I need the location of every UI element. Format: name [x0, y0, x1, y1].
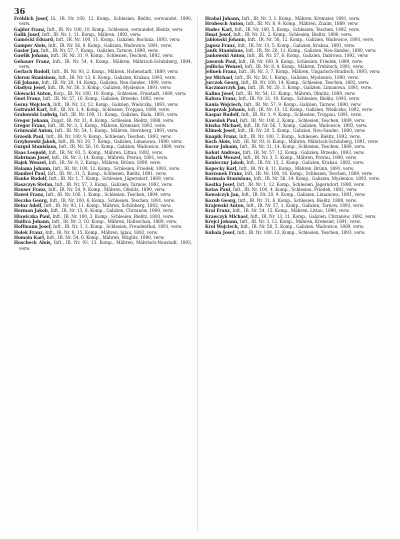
entry-details: Inft., IR. Nr. 57, 3. Komp., Galizien, Tarnow, 1892, verw. [55, 182, 173, 188]
entry-name: Kaczmarczyk Jan, [205, 86, 247, 92]
entry-name: Kaluza Franz, [205, 97, 238, 103]
entry-details: Inft., IR. Nr. 31, 10. Komp., Schlesien, Bielitz, 1893, verw. [238, 97, 361, 103]
entry-details: Inft., IR. Nr. 20, 5. Komp., Galizien, Neu-Sandec, 1890, verw. [237, 129, 366, 135]
entry-details: Inft., IR. Nr. 93, 2. Komp., Mähren, Hohenstadt, 1889, verw. [51, 70, 179, 76]
entry-name: Gorny Wojciech, [14, 102, 52, 108]
entry-details: Inft., IR. Nr. 1, 9. Komp., Schlesien, Troppau, 1891, verw. [241, 113, 362, 119]
entry-name: Konieczny Jakob, [205, 161, 246, 167]
entry-details: Inft., IR. Nr. 20, 14. Komp., Galizien, Neu-Sandec, 1890, verw. [41, 81, 173, 87]
entry-name: Grzesik Paul, [14, 134, 45, 140]
entry-details: Inft., IR. Nr. 8, 15. Komp., Mähren, Iglau, 1892, verw. [45, 230, 159, 236]
entry-details: Inft., IR. Nr. 56, 14. Komp., Galizien, Myslenice, 1893, verw. [253, 177, 381, 183]
entry-name: Kosmala Stanislaus, [205, 177, 253, 183]
entry-details: Inft., IR. Nr. 100, 8. Komp., Schlesien, Friedek, 1889, verw. [238, 59, 363, 65]
entry-details: Inft., IR. Nr. 100, 6. Komp., Schlesien, Teschen, 1891, verw. [49, 198, 176, 204]
entry-details: Inft., IR. Nr. 8, 2. Komp., Mähren, Brünn, 1890, verw. [48, 161, 162, 167]
entry-name: Hawel Franz, [14, 193, 45, 199]
entry-name: Kawulok Paul, [205, 118, 239, 124]
entry-name: Kohut Andreas, [205, 150, 242, 156]
entry-details: Inft., IR. Nr. 100, 9. Komp., Schlesien, Teschen, 1893, verw. [46, 134, 172, 140]
entry-name: Jurczok Georg, [205, 81, 240, 87]
entry-details: Inft., IR. Nr. 93, 11. Komp., Mähren, Schönberg, 1892, verw. [43, 204, 172, 210]
entry-name: Klimek Josef, [205, 129, 237, 135]
entry-details: Inft., IR. Nr. 13, 15. Komp., Galizien, Wieliczka, 1892, verw. [247, 107, 373, 113]
entry-name: Jablonski Johann, [205, 38, 247, 44]
entry-name: Hauser Franz, [14, 188, 47, 193]
entry-details: Inft., IR. Nr. 1, 2. Komp., Schlesien, Freudenthal, 1891, verw. [53, 225, 183, 231]
list-entry [205, 231, 383, 236]
entry-details: Inft., IR. Nr. 56, 7. Komp., Galizien, Wadowice, 1893, verw. [243, 123, 368, 129]
entry-name: Haszczyn Stefan, [14, 182, 54, 188]
entry-name: Gieron Stanislaus, [14, 75, 57, 81]
entry-details: Inft., IR. Nr. 20, 9. Komp., Galizien, Limanowa, 1891, verw. [241, 193, 366, 199]
entry-name: Krol Wojciech, [205, 225, 240, 231]
entry-name: Jedlicka Wenzel, [205, 65, 244, 71]
entry-name: Hudec Karl, [205, 27, 234, 33]
entry-details: Inft., IR. Nr. 100, 4. Komp., Schlesien, Friedek, 1892, verw. [232, 188, 358, 193]
entry-details: Inft., IR. Nr. 54, 6. Komp., Mähren, Müglitz, 1890, verw. [46, 236, 165, 242]
entry-name: Kostka Josef, [205, 182, 236, 188]
entry-name: Hrubesch Anton, [205, 22, 245, 28]
entry-details: Inft., IR. Nr. 54, 15. Komp., Mähren, Littau, 1890, verw. [232, 209, 350, 215]
entry-details: Inft., IR. Nr. 100, 12. Komp., Schlesien, Friedek, 1893, verw. [52, 166, 181, 172]
entry-details: Inft., IR. Nr. 8, 9. Komp., Mähren, Znaim, 1889, verw. [245, 22, 359, 28]
entry-details: Inft., IR. Nr. 20, 3. Komp., Galizien, Limanowa, 1891, verw. [247, 86, 373, 92]
entry-name: Haas Leopold, [14, 150, 48, 156]
entry-details: Inft., IR. Nr. 1, 12. Komp., Schlesien, Jägerndorf, 1890, verw. [236, 182, 365, 188]
entry-name: Galik Josef, [14, 33, 41, 39]
entry-name: Holek Franz, [14, 230, 44, 236]
entry-name: Hajek Wenzel, [14, 161, 48, 167]
entry-name: Knapik Franz, [205, 134, 238, 140]
entry-name: Kalina Josef, [205, 91, 235, 97]
entry-name: Krajewski Anton, [205, 204, 245, 210]
entry-name: Hoscheck Alois, [14, 241, 52, 247]
entry-details: Inft., IR. Nr. 57, 1. Komp., Galizien, Tarnow, 1893, verw. [246, 204, 365, 210]
entry-details: Inft., IR. Nr. 93, 13. Komp., Mähren, Mährisch-Neustadt, 1893, verw. [19, 241, 192, 252]
entry-details: Inft., IR. Nr. 3, 12. Komp., Mähren, Kremsier, 1891, verw. [239, 220, 361, 226]
entry-name: Kral Franz, [205, 209, 232, 215]
entry-details: Inft., IR. Nr. 20, 11. Komp., Galizien, Neu-Sandec, 1890, verw. [245, 49, 377, 55]
entry-details: Inft., IR. Nr. 93, 5. Komp., Mähren, Littau, 1892, verw. [48, 150, 164, 156]
entry-name: Gottwald Karl, [14, 107, 48, 113]
entry-details: Inft., IR. Nr. 13, 12. Komp., Galizien, Wieliczka, 1893, verw. [53, 102, 179, 108]
entry-details: Inft., IR. Nr. 57, 7. Komp., Galizien, Tarnow, 1890, verw. [41, 49, 159, 55]
entry-details: Inft., IR. Nr. 54, 12. Komp., Mähren, Olmütz, 1889, verw. [235, 91, 356, 97]
right-column [205, 17, 383, 236]
entry-details: Inft., IR. Nr. 57, 9. Komp., Galizien, Tarnow, 1890, verw. [243, 102, 362, 108]
list-entry [14, 60, 192, 71]
entry-name: Gregor Franz, [14, 123, 47, 129]
entry-name: Handzel Paul, [14, 171, 47, 177]
entry-name: Gladysz Josef, [14, 86, 47, 92]
entry-name: Glowacki Anton, [14, 91, 53, 97]
entry-name: Greger Johann, [14, 118, 50, 124]
entry-name: Hoffmann Josef, [14, 225, 52, 231]
entry-name: Hlawiczka Paul, [14, 214, 52, 220]
entry-details: Inft., IR. Nr. 31, 5. Komp., Schlesien, Bielitz, 1891, verw. [47, 171, 167, 177]
entry-name: Homola Karl, [14, 236, 46, 242]
entry-details: Inft., IR. Nr. 1, 11. Komp., Mähren, 1892, verw. [41, 33, 142, 39]
left-column [14, 17, 192, 252]
entry-name: Habrman Josef, [14, 155, 51, 161]
entry-name: Gil Johann, [14, 81, 41, 87]
entry-name: Gamper Alois, [14, 43, 47, 49]
entry-name: Fröhlich Josef, [14, 17, 49, 22]
entry-details: Inft., IR. Nr. 56, 5. Komp., Galizien, Wadowice, 1889, verw. [240, 225, 365, 231]
entry-details: Inft., IR. Nr. 3, 3. Komp., Mähren, Kremsier, 1892, verw. [47, 123, 167, 129]
entry-details: Inft., IR. Nr. 3, 1. Komp., Mähren, Kremsier, 1891, verw. [241, 17, 361, 22]
entry-name: Halama Johann, [14, 166, 52, 172]
entry-name: Gerlach Rudolf, [14, 70, 51, 76]
entry-name: Kotas Paul, [205, 188, 232, 193]
entry-name: Kolarik Wenzel, [205, 155, 242, 161]
entry-details: Inft., IR. Nr. 13, 5. Komp., Galizien, Krakau, 1891, verw. [237, 43, 356, 49]
entry-name: Jez Michael, [205, 75, 234, 81]
entry-details: Inft., IR. Nr. 13, 2. Komp., Galizien, Krakau, 1892, verw. [246, 161, 365, 167]
list-entry [14, 241, 192, 252]
entry-details: Inft., IR. Nr. 56, 8. Komp., Galizien, Wadowice, 1891, verw. [48, 43, 172, 49]
entry-details: Inft., IR. Nr. 8, 4. Komp., Mähren, Trebitsch, 1891, verw. [244, 65, 365, 71]
entry-name: Gamócki Eduard, [14, 38, 55, 44]
entry-details: Inft., IR. Nr. 100, 14. Komp., Schlesien, Teschen, 1892, verw. [241, 81, 370, 87]
entry-name: Grabowski Ludwig, [14, 113, 59, 119]
entry-details: Inft., IR. Nr. 100, 13. Komp., Schlesien, Teschen, 1893, verw. [237, 230, 366, 236]
entry-name: Kania Wojciech, [205, 102, 243, 108]
entry-details: Inft., IR. Nr. 100, 2. Komp., Schlesien, Teschen, 1889, verw. [239, 118, 366, 124]
entry-details: Inft., IR. Nr. 56, 12. Komp., Galizien, Wadowice, 1893, verw. [247, 38, 374, 44]
entry-name: Ihnat Josef, [205, 33, 232, 39]
entry-details: Inft., IR. Nr. 3, 5. Komp., Mähren, Prerau, 1890, verw. [243, 155, 357, 161]
entry-name: Gajdor Franz, [14, 27, 46, 33]
entry-details: Inft., IR. Nr. 56, 1. Komp., Galizien, Myslenice, 1890, verw. [234, 75, 359, 81]
entry-details: Inft., IR. Nr. 13, 6. Komp., Galizien, Krakau, 1893, verw. [58, 75, 177, 81]
entry-details: Inft., IR. Nr. 100, 16. Komp., Schlesien, Teschen, 1889, verw. [244, 171, 373, 177]
entry-name: Kaspar Rudolf, [205, 113, 240, 119]
entry-details: Inft., IR. Nr. 57, 6. Komp., Galizien, Dabrowa, 1892, verw. [247, 54, 369, 60]
entry-details: Inft., IR. Nr. 3, 10. Komp., Mähren, Holleschau, 1889, verw. [51, 220, 178, 226]
entry-details: Inft., IR. Nr. 57, 12. Komp., Galizien, Brzesko, 1893, verw. [242, 150, 365, 156]
entry-details: Inft., IR. Nr. 3, 14. Komp., Mähren, Prerau, 1891, verw. [51, 155, 169, 161]
entry-name: Kasprzak Johann, [205, 107, 247, 113]
entry-details: Inft., IR. Nr. 54, 4. Komp., Mähren, Mährisch-Schönberg, 1894, verw. [19, 59, 192, 71]
entry-details: Inft., IR. Nr. 31, 2. Komp., Schlesien, Bielitz, 1890, verw. [233, 33, 353, 39]
entry-name: Hanke Rudolf, [14, 177, 48, 183]
entry-name: Gurgul Stanislaus, [14, 145, 58, 151]
entry-details: Inft., IR. Nr. 3, 7. Komp., Mähren, Ungarisch-Hradisch, 1893, verw. [238, 70, 381, 76]
entry-name: Gnot Franz, [14, 97, 42, 103]
entry-name: Hrabal Johann, [205, 17, 241, 22]
entry-details: Inft., IR. Nr. 100, 11. Komp., Galizien, Biala, 1891, verw. [59, 113, 179, 119]
entry-details: Inft., IR. Nr. 31, 6. Komp., Schlesien, Bielitz, 1889, verw. [237, 198, 357, 204]
page-number: 36 [14, 6, 26, 16]
entry-details: Inft., IR. Nr. 1, 7. Komp., Schlesien, Jägerndorf, 1889, verw. [48, 177, 175, 183]
entry-details: Inft., IR. Nr. 100, 5. Komp., Schlesien, Teschen, 1892, verw. [234, 27, 360, 33]
entry-details: Inft., IR. Nr. 93, 8. Komp., Mähren, Mährisch-Schönberg, 1891, verw. [232, 139, 379, 145]
entry-name: Hnilica Johann, [14, 220, 51, 226]
entry-details: Inft., IR. Nr. 13, 11. Komp., Galizien, Chrzanów, 1892, verw. [250, 214, 377, 220]
entry-details: Inft., IR. Nr. 56, 3. Komp., Galizien, Myslenice, 1891, verw. [47, 86, 172, 92]
entry-details: Zugsf., IR. Nr. 31, 8. Komp., Schlesien, Bielitz, 1888, verw. [50, 118, 175, 124]
entry-name: Kocur Johann, [205, 145, 239, 151]
entry-details: Inft., IR. Nr. 100, 3. Komp., Schlesien, Bielitz, 1893, verw. [52, 214, 175, 220]
entry-name: Heczko Georg, [14, 198, 49, 204]
entry-name: Kowalczyk Jan, [205, 193, 240, 199]
entry-name: Janik Stanislaus, [205, 49, 245, 55]
entry-details: Inft., IR. Nr. 100, 11. Komp., Galizien, Bochnia, 1893, verw. [55, 38, 181, 44]
entry-name: Korzonek Franz, [205, 171, 244, 177]
entry-details: Inft., IR. Nr. 100, 10. Komp., Schlesien, verwundet, Bielitz, verw. [47, 27, 184, 33]
entry-details: Inft., IR. Nr. 56, 10. Komp., Galizien, Wadowice, 1889, verw. [58, 145, 186, 151]
entry-name: Heinz Adolf, [14, 204, 43, 210]
entry-details: Inft., IR. Nr. 8, 11. Komp., Mähren, Brünn, 1891, verw. [239, 166, 355, 172]
entry-name: Herman Jakob, [14, 209, 50, 215]
entry-name: Jankowski Anton, [205, 54, 246, 60]
entry-details: Inft., IR. Nr. 31, 9. Komp., Schlesien, Teschen, 1892, verw. [50, 54, 174, 60]
entry-name: Kiszka Michael, [205, 123, 243, 129]
entry-name: Jelinek Franz, [205, 70, 238, 76]
entry-name: Gawlik Johann, [14, 54, 50, 60]
entry-name: Grzybowski Jakob, [14, 139, 57, 145]
entry-details: Inft., IR. Nr. 20, 7. Komp., Galizien, Limanowa, 1890, verw. [58, 139, 183, 145]
entry-name: Gasior Jan, [14, 49, 40, 55]
list-entry [14, 17, 192, 28]
entry-name: Krawczyk Michael, [205, 214, 249, 220]
entry-name: Jaworek Paul, [205, 59, 237, 65]
entry-details: Inft., IR. Nr. 13, 8. Komp., Galizien, Chrzanów, 1890, verw. [50, 209, 174, 215]
entry-name: Koch Alois, [205, 139, 232, 145]
entry-details: Inft., IR. Nr. 57, 16. Komp., Galizien, Brzesko, 1892, verw. [42, 97, 165, 103]
entry-details: Inft., IR. Nr. 54, 1. Komp., Mähren, Sternberg, 1891, verw. [54, 129, 179, 135]
entry-name: Krejci Johann, [205, 220, 239, 226]
entry-details: Inft., IR. Nr. 31, 14. Komp., Schlesien, Teschen, 1889, verw. [239, 145, 366, 151]
entry-name: Jagosz Franz, [205, 43, 237, 49]
entry-name: Gebauer Franz, [14, 59, 51, 65]
entry-name: Kubala Josef, [205, 230, 236, 236]
entry-details: Inft., IR. Nr. 1, 4. Komp., Schlesien, Troppau, 1890, verw. [49, 107, 171, 113]
entry-name: Kopecky Karl, [205, 166, 238, 172]
entry-name: Grünwald Anton, [14, 129, 54, 135]
entry-name: Kozub Georg, [205, 198, 237, 204]
entry-details: Iü., IR. Nr. 100, 12. Komp., Schlesien, Bielitz, verwundet, 1890, verw. [19, 17, 192, 28]
entry-details: Korp., IR. Nr. 100, 10. Komp., Schlesien, Freistadt, 1889, verw. [53, 91, 187, 97]
entry-details: Inft., IR. Nr. 100, 1. Komp., Schlesien, Teschen, 1894, verw. [45, 193, 172, 199]
entry-details: Inft., IR. Nr. 54, 9. Komp., Mähren, Olmütz, 1890, verw. [48, 188, 166, 193]
entry-details: Inft., IR. Nr. 100, 7. Komp., Schlesien, Bielitz, 1892, verw. [239, 134, 361, 140]
